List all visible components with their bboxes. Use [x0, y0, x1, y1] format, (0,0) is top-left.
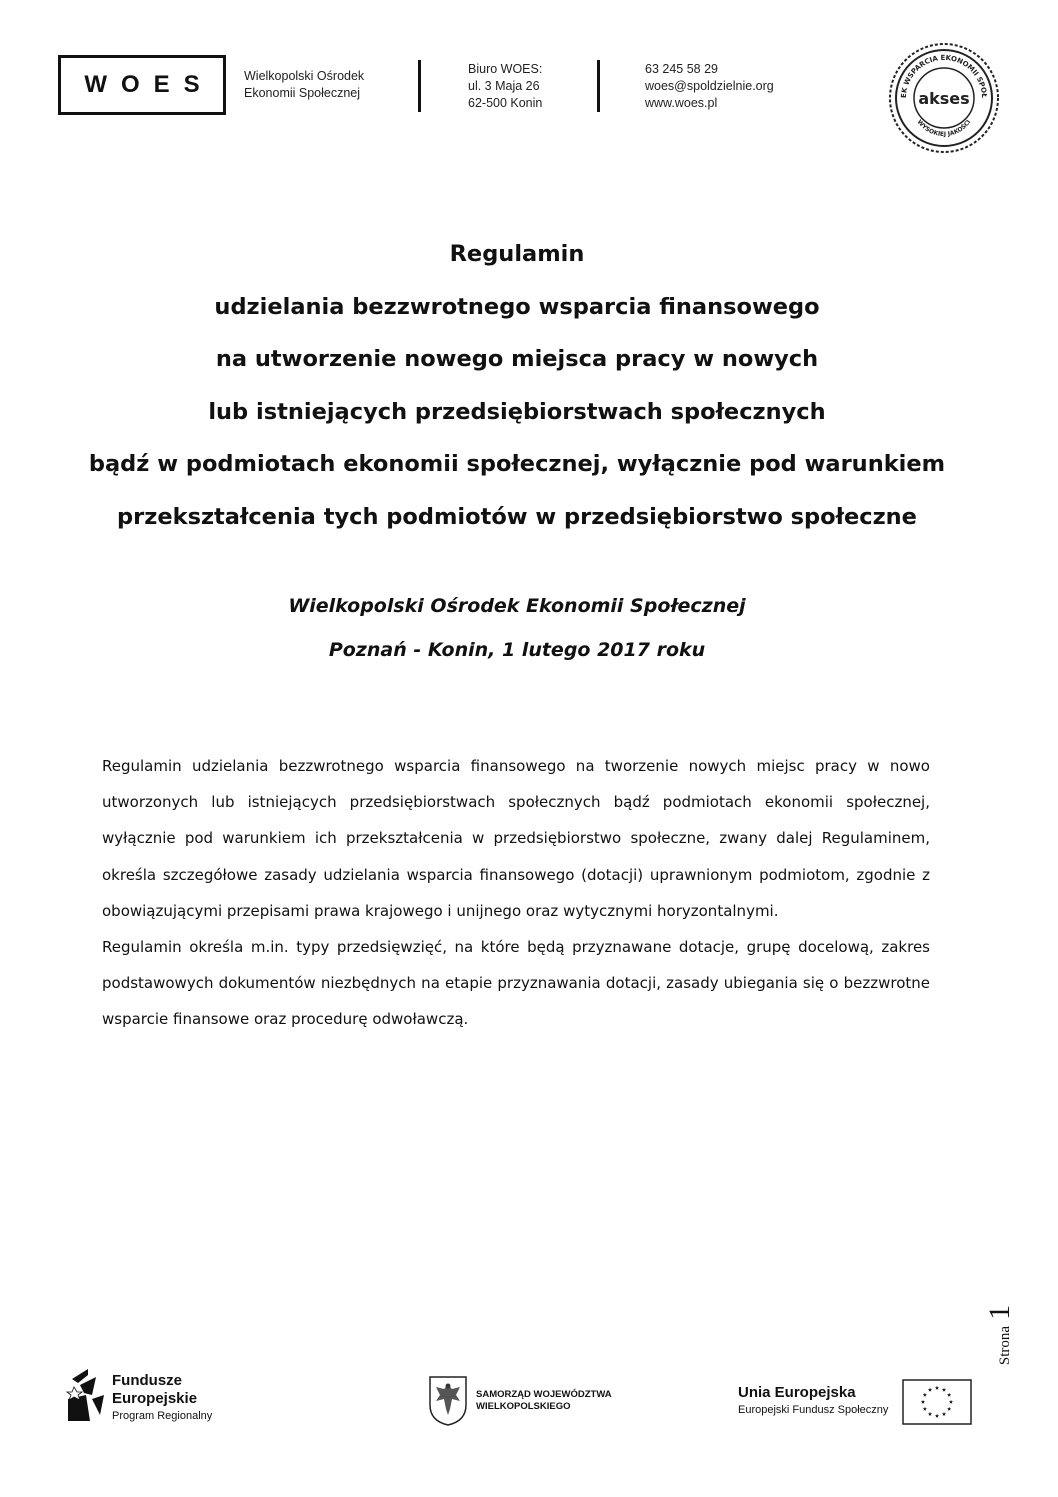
akses-seal-logo	[884, 38, 1004, 158]
office-line1: Biuro WOES:	[468, 62, 543, 76]
document-title	[0, 228, 1034, 543]
page-number	[980, 1290, 1020, 1380]
title-line: lub istniejących przedsiębiorstwach społecznych	[208, 398, 826, 425]
org-name	[244, 68, 364, 102]
subtitle-org: Wielkopolski Ośrodek Ekonomii Społecznej	[288, 595, 746, 617]
office-address	[468, 61, 542, 112]
title-line: Regulamin	[449, 241, 585, 267]
title-line: przekształcenia tych podmiotów w przedsiębiorstwo społeczne	[117, 503, 917, 530]
office-line2: ul. 3 Maja 26	[468, 79, 540, 93]
eu-flag-icon	[902, 1379, 972, 1425]
unia-europejska-text	[738, 1384, 888, 1418]
samorzad-line2: WIELKOPOLSKIEGO	[476, 1401, 571, 1412]
email-address: woes@spoldzielnie.org	[645, 79, 774, 93]
contact-info	[645, 61, 774, 112]
org-name-line2: Ekonomii Społecznej	[244, 86, 361, 100]
samorzad-text	[476, 1389, 612, 1413]
fe-line3: Program Regionalny	[112, 1410, 213, 1422]
wielkopolska-crest	[428, 1375, 468, 1427]
title-line: na utworzenie nowego miejsca pracy w nowych	[215, 346, 819, 372]
seal-top-text: EK WSPARCIA EKONOMII SPOŁ	[899, 53, 989, 99]
page-number-value: 1	[983, 1304, 1016, 1320]
title-line: bądź w podmiotach ekonomii społecznej, wyłącznie pod warunkiem	[88, 451, 946, 477]
fe-line2: Europejskie	[112, 1390, 198, 1407]
website-link[interactable]: www.woes.pl	[645, 96, 718, 110]
fe-line1: Fundusze	[112, 1372, 182, 1389]
page-number-label: Strona	[997, 1325, 1013, 1366]
ue-line2: Europejski Fundusz Społeczny	[738, 1404, 889, 1416]
body-paragraph: Regulamin udzielania bezzwrotnego wsparcia finansowego na tworzenie nowych miejsc pracy w nowo utworzonych lub istniejących przedsiębiorstwach społecznych bądź podmiotach ekonomii społecznej, wyłącznie pod warunkiem ich przekształcenia w przedsiębiorstwo społeczne, zwany dalej Regulaminem, określa szczegółowe zasady udzielania wsparcia finansowego (dotacji) uprawnionym podmiotom, zgodnie z obowiązującymi przepisami prawa krajowego i unijnego oraz wytycznymi horyzontalnymi.	[102, 757, 930, 920]
body-text	[102, 748, 930, 1038]
fundusze-europejskie-text	[112, 1372, 212, 1424]
seal-center-text: akses	[918, 89, 970, 108]
seal-bottom-text: WYSOKIEJ JAKOŚCI	[915, 118, 973, 139]
ue-line1: Unia Europejska	[738, 1384, 856, 1401]
org-name-line1: Wielkopolski Ośrodek	[244, 69, 365, 83]
samorzad-line1: SAMORZĄD WOJEWÓDZTWA	[476, 1389, 612, 1400]
title-line: udzielania bezzwrotnego wsparcia finansowego	[214, 293, 820, 320]
body-paragraph: Regulamin określa m.in. typy przedsięwzięć, na które będą przyznawane dotacje, grupę docelową, zakres podstawowych dokumentów niezbędnych na etapie przyznawania dotacji, zasady ubiegania się o bezzwrotne wsparcie finansowe oraz procedurę odwoławczą.	[102, 938, 930, 1029]
akses-seal-icon	[884, 38, 1004, 158]
phone-number: 63 245 58 29	[645, 62, 718, 76]
fundusze-europejskie-logo	[66, 1365, 106, 1425]
woes-logo	[58, 55, 226, 115]
office-line3: 62-500 Konin	[468, 96, 543, 110]
document-subtitle	[0, 584, 1034, 672]
header-divider	[597, 60, 600, 112]
subtitle-place-date: Poznań - Konin, 1 lutego 2017 roku	[328, 639, 706, 661]
eu-flag	[902, 1379, 972, 1425]
eagle-crest-icon	[428, 1375, 468, 1427]
woes-logo-text: WOES	[84, 71, 214, 98]
fundusze-europejskie-icon	[66, 1365, 106, 1425]
header-divider	[418, 60, 421, 112]
